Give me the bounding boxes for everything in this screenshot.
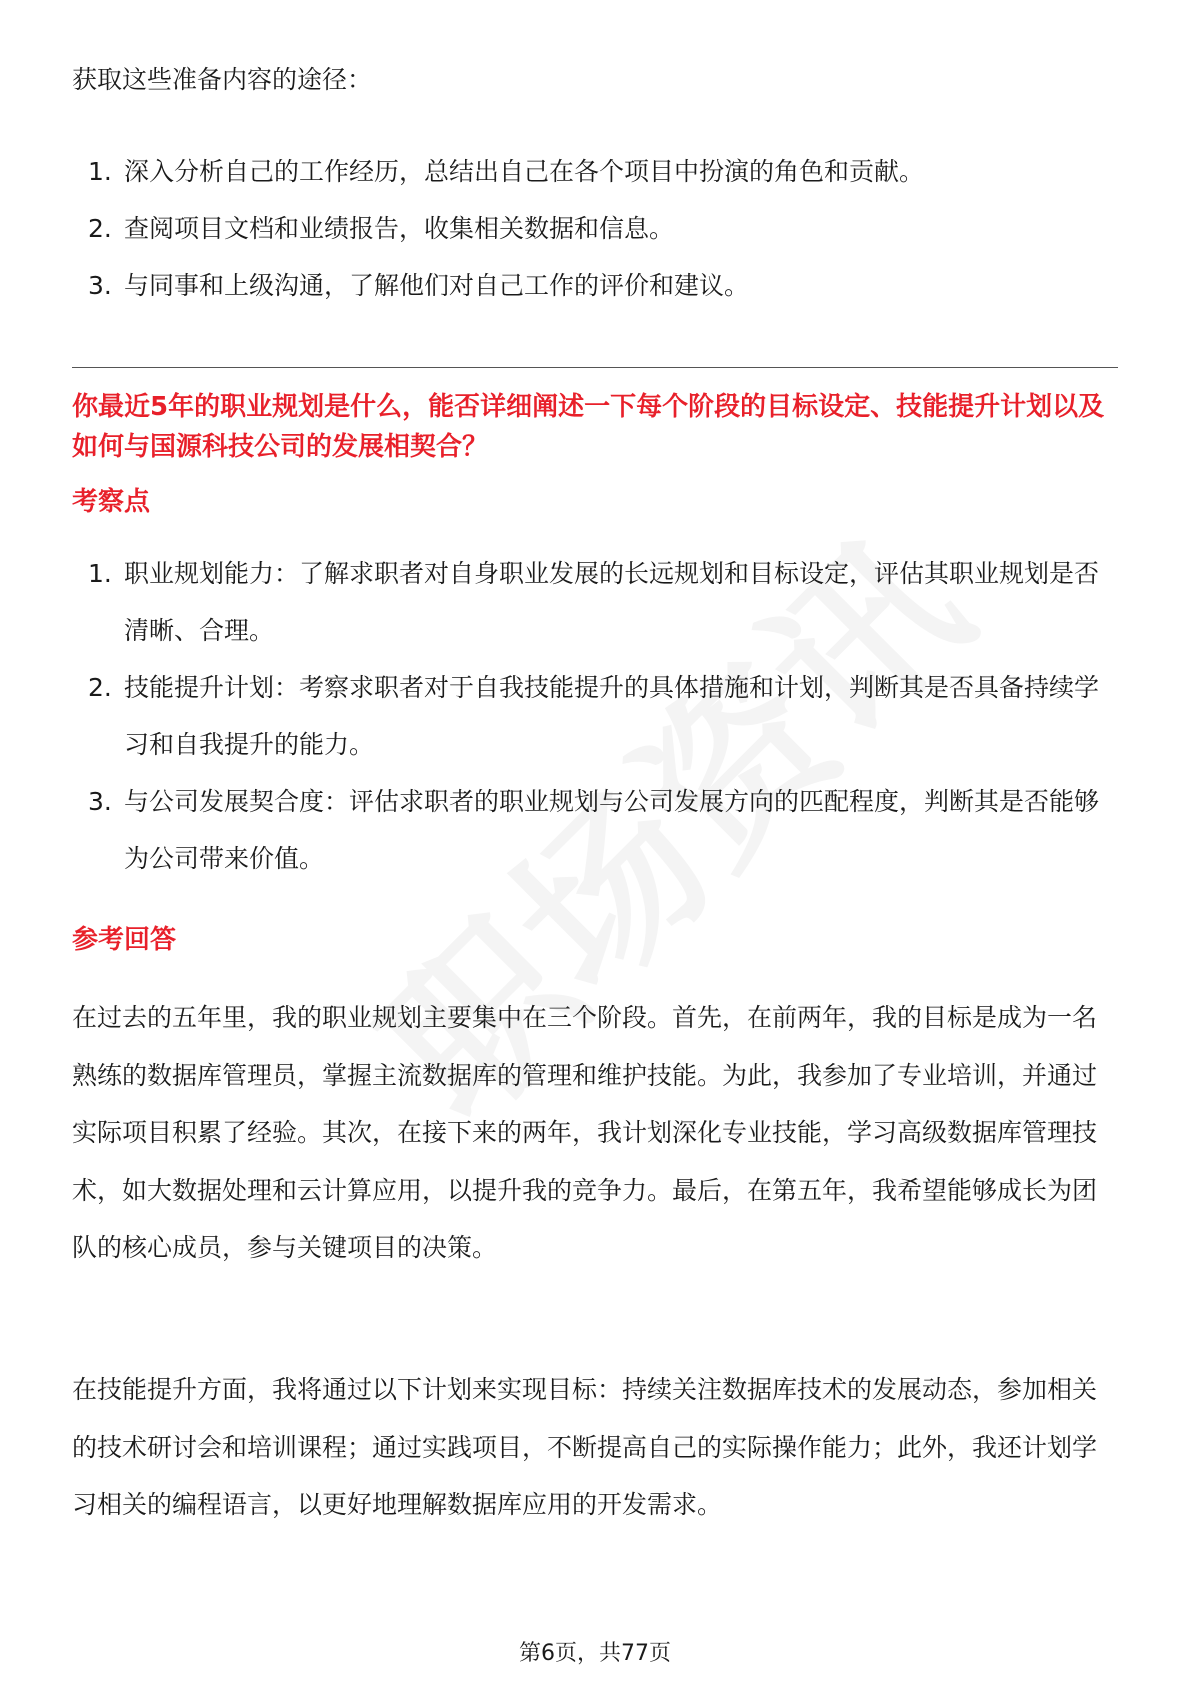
list-number: 2. <box>88 214 112 243</box>
list-item <box>72 773 1118 887</box>
question-heading: 你最近5年的职业规划是什么，能否详细阐述一下每个阶段的目标设定、技能提升计划以及如何与国源科技公司的发展相契合？ <box>72 392 1105 462</box>
list-item-text: 技能提升计划：考察求职者对于自我技能提升的具体措施和计划，判断其是否具备持续学习和自我提升的能力。 <box>124 673 1100 759</box>
list-item <box>72 659 1118 773</box>
ways-list <box>72 143 1118 314</box>
list-item <box>72 545 1118 659</box>
list-item-text: 与同事和上级沟通，了解他们对自己工作的评价和建议。 <box>124 271 750 300</box>
list-item <box>72 200 1118 257</box>
list-number: 2. <box>88 673 112 702</box>
list-item-text: 查阅项目文档和业绩报告，收集相关数据和信息。 <box>124 214 675 243</box>
list-number: 3. <box>88 787 112 816</box>
page-number: 第6页，共77页 <box>519 1641 671 1666</box>
answer-paragraph: 在过去的五年里，我的职业规划主要集中在三个阶段。首先，在前两年，我的目标是成为一名熟练的数据库管理员，掌握主流数据库的管理和维护技能。为此，我参加了专业培训，并通过实际项目积累了经验。其次，在接下来的两年，我计划深化专业技能，学习高级数据库管理技术，如大数据处理和云计算应用，以提升我的竞争力。最后，在第五年，我希望能够成长为团队的核心成员，参与关键项目的决策。 <box>72 1003 1098 1262</box>
answer-paragraph: 在技能提升方面，我将通过以下计划来实现目标：持续关注数据库技术的发展动态，参加相关的技术研讨会和培训课程；通过实践项目，不断提高自己的实际操作能力；此外，我还计划学习相关的编程语言，以更好地理解数据库应用的开发需求。 <box>72 1375 1098 1519</box>
list-number: 1. <box>88 157 112 186</box>
intro-text: 获取这些准备内容的途径： <box>72 65 373 94</box>
list-number: 3. <box>88 271 112 300</box>
list-item <box>72 143 1118 200</box>
list-item <box>72 257 1118 314</box>
list-number: 1. <box>88 559 112 588</box>
answer-heading: 参考回答 <box>72 925 177 955</box>
focus-heading: 考察点 <box>72 487 151 517</box>
focus-list <box>72 545 1118 887</box>
section-divider <box>72 367 1118 368</box>
list-item-text: 深入分析自己的工作经历，总结出自己在各个项目中扮演的角色和贡献。 <box>124 157 925 186</box>
list-item-text: 与公司发展契合度：评估求职者的职业规划与公司发展方向的匹配程度，判断其是否能够为公司带来价值。 <box>124 787 1100 873</box>
list-item-text: 职业规划能力：了解求职者对自身职业发展的长远规划和目标设定，评估其职业规划是否清晰、合理。 <box>124 559 1100 645</box>
